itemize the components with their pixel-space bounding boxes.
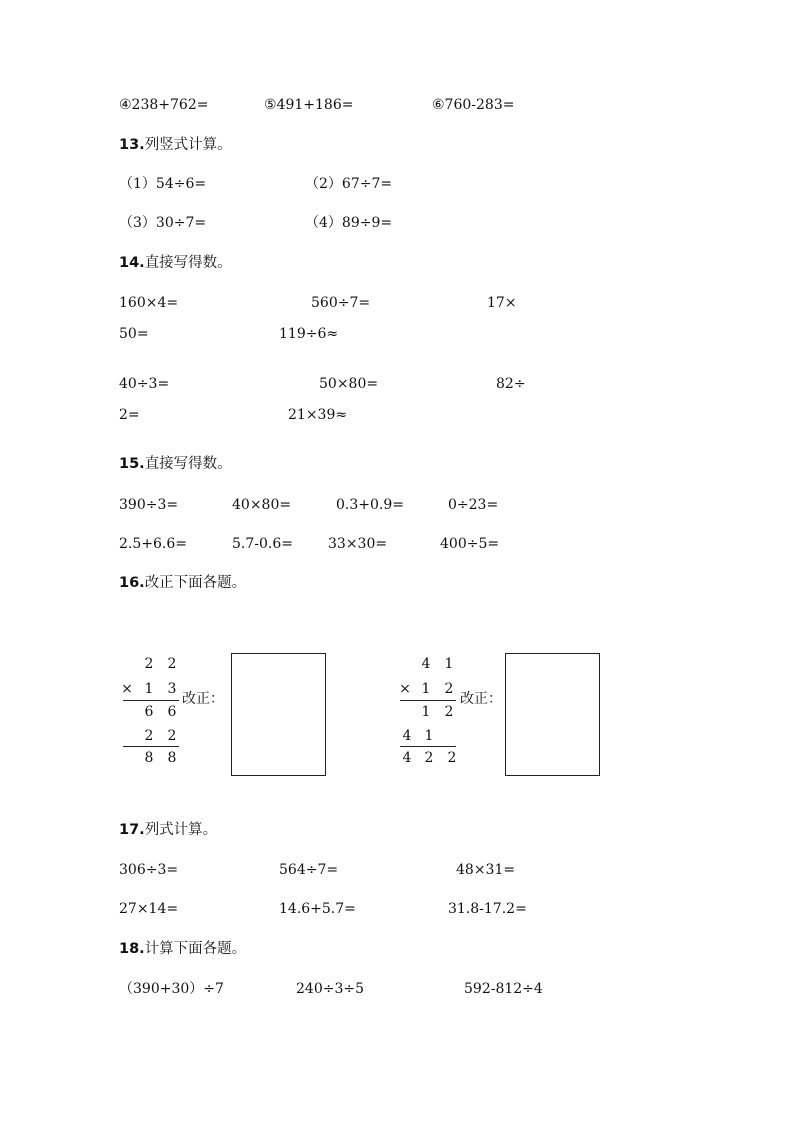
digit: 2 (144, 728, 154, 744)
question-17-title: 列式计算。 (144, 822, 218, 838)
q15-item-7: 33×30= (328, 536, 388, 552)
digit: 2 (167, 656, 177, 672)
q14-item-6: 40÷3= (119, 376, 170, 392)
question-16-title: 改正下面各题。 (144, 575, 247, 591)
question-16-heading (119, 576, 246, 591)
question-14-title: 直接写得数。 (144, 255, 232, 271)
q17-item-2: 564÷7= (279, 862, 339, 878)
question-16-number: 16. (119, 575, 145, 591)
answer-box-left[interactable] (231, 653, 326, 776)
digit: 6 (144, 704, 154, 720)
q17-item-6: 31.8-17.2= (448, 901, 527, 917)
rule-line (123, 746, 179, 747)
q14-item-1: 160×4= (119, 295, 179, 311)
digit: 2 (144, 656, 154, 672)
digit: 2 (444, 681, 454, 697)
question-15-heading (119, 457, 232, 472)
fix-label-right: 改正： (460, 691, 502, 707)
digit: 3 (167, 681, 177, 697)
q17-item-4: 27×14= (119, 901, 179, 917)
times-sign: × (399, 681, 411, 697)
rule-line (400, 746, 456, 747)
q18-item-1: （390+30）÷7 (119, 981, 224, 997)
digit: 2 (424, 750, 434, 766)
digit: 4 (402, 728, 412, 744)
rule-line (400, 700, 456, 701)
question-13-number: 13. (119, 137, 145, 153)
q18-item-3: 592-812÷4 (464, 981, 543, 997)
rule-line (123, 700, 179, 701)
digit: 2 (444, 704, 454, 720)
q15-item-1: 390÷3= (119, 497, 179, 513)
q15-item-6: 5.7-0.6= (232, 536, 293, 552)
q17-item-3: 48×31= (456, 862, 516, 878)
q15-item-3: 0.3+0.9= (336, 497, 404, 513)
q14-item-4: 50= (119, 326, 149, 342)
q13-item-1: （1）54÷6= (119, 176, 207, 192)
q13-item-2: （2）67÷7= (305, 176, 393, 192)
question-15-title: 直接写得数。 (144, 456, 232, 472)
problem-5: ⑤491+186= (264, 97, 354, 113)
question-17-number: 17. (119, 822, 145, 838)
digit: 1 (424, 728, 434, 744)
q15-item-2: 40×80= (232, 497, 292, 513)
digit: 2 (447, 750, 457, 766)
q15-item-5: 2.5+6.6= (119, 536, 187, 552)
digit: 1 (444, 656, 454, 672)
digit: 4 (402, 750, 412, 766)
question-14-heading (119, 256, 232, 271)
question-18-title: 计算下面各题。 (144, 941, 247, 957)
question-14-number: 14. (119, 255, 145, 271)
q14-item-8: 82÷ (496, 376, 526, 392)
q14-item-3: 17× (487, 295, 517, 311)
answer-box-right[interactable] (505, 653, 600, 776)
question-18-number: 18. (119, 941, 145, 957)
digit: 1 (144, 681, 154, 697)
q13-item-3: （3）30÷7= (119, 215, 207, 231)
q15-item-4: 0÷23= (448, 497, 499, 513)
problem-6: ⑥760-283= (432, 97, 515, 113)
digit: 8 (144, 750, 154, 766)
digit: 8 (167, 750, 177, 766)
q18-item-2: 240÷3÷5 (296, 981, 364, 997)
q14-item-5: 119÷6≈ (279, 326, 339, 342)
q14-item-9: 2= (119, 407, 140, 423)
problem-4: ④238+762= (119, 97, 209, 113)
digit: 1 (421, 704, 431, 720)
question-17-heading (119, 823, 217, 838)
digit: 1 (421, 681, 431, 697)
question-13-heading (119, 138, 232, 153)
q15-item-8: 400÷5= (440, 536, 500, 552)
digit: 4 (421, 656, 431, 672)
times-sign: × (121, 681, 133, 697)
question-15-number: 15. (119, 456, 145, 472)
digit: 6 (167, 704, 177, 720)
q17-item-1: 306÷3= (119, 862, 179, 878)
fix-label-left: 改正： (182, 691, 224, 707)
q13-item-4: （4）89÷9= (305, 215, 393, 231)
q14-item-2: 560÷7= (311, 295, 371, 311)
q17-item-5: 14.6+5.7= (279, 901, 356, 917)
digit: 2 (167, 728, 177, 744)
question-13-title: 列竖式计算。 (144, 137, 232, 153)
q14-item-7: 50×80= (319, 376, 379, 392)
question-18-heading (119, 942, 246, 957)
q14-item-10: 21×39≈ (288, 407, 348, 423)
